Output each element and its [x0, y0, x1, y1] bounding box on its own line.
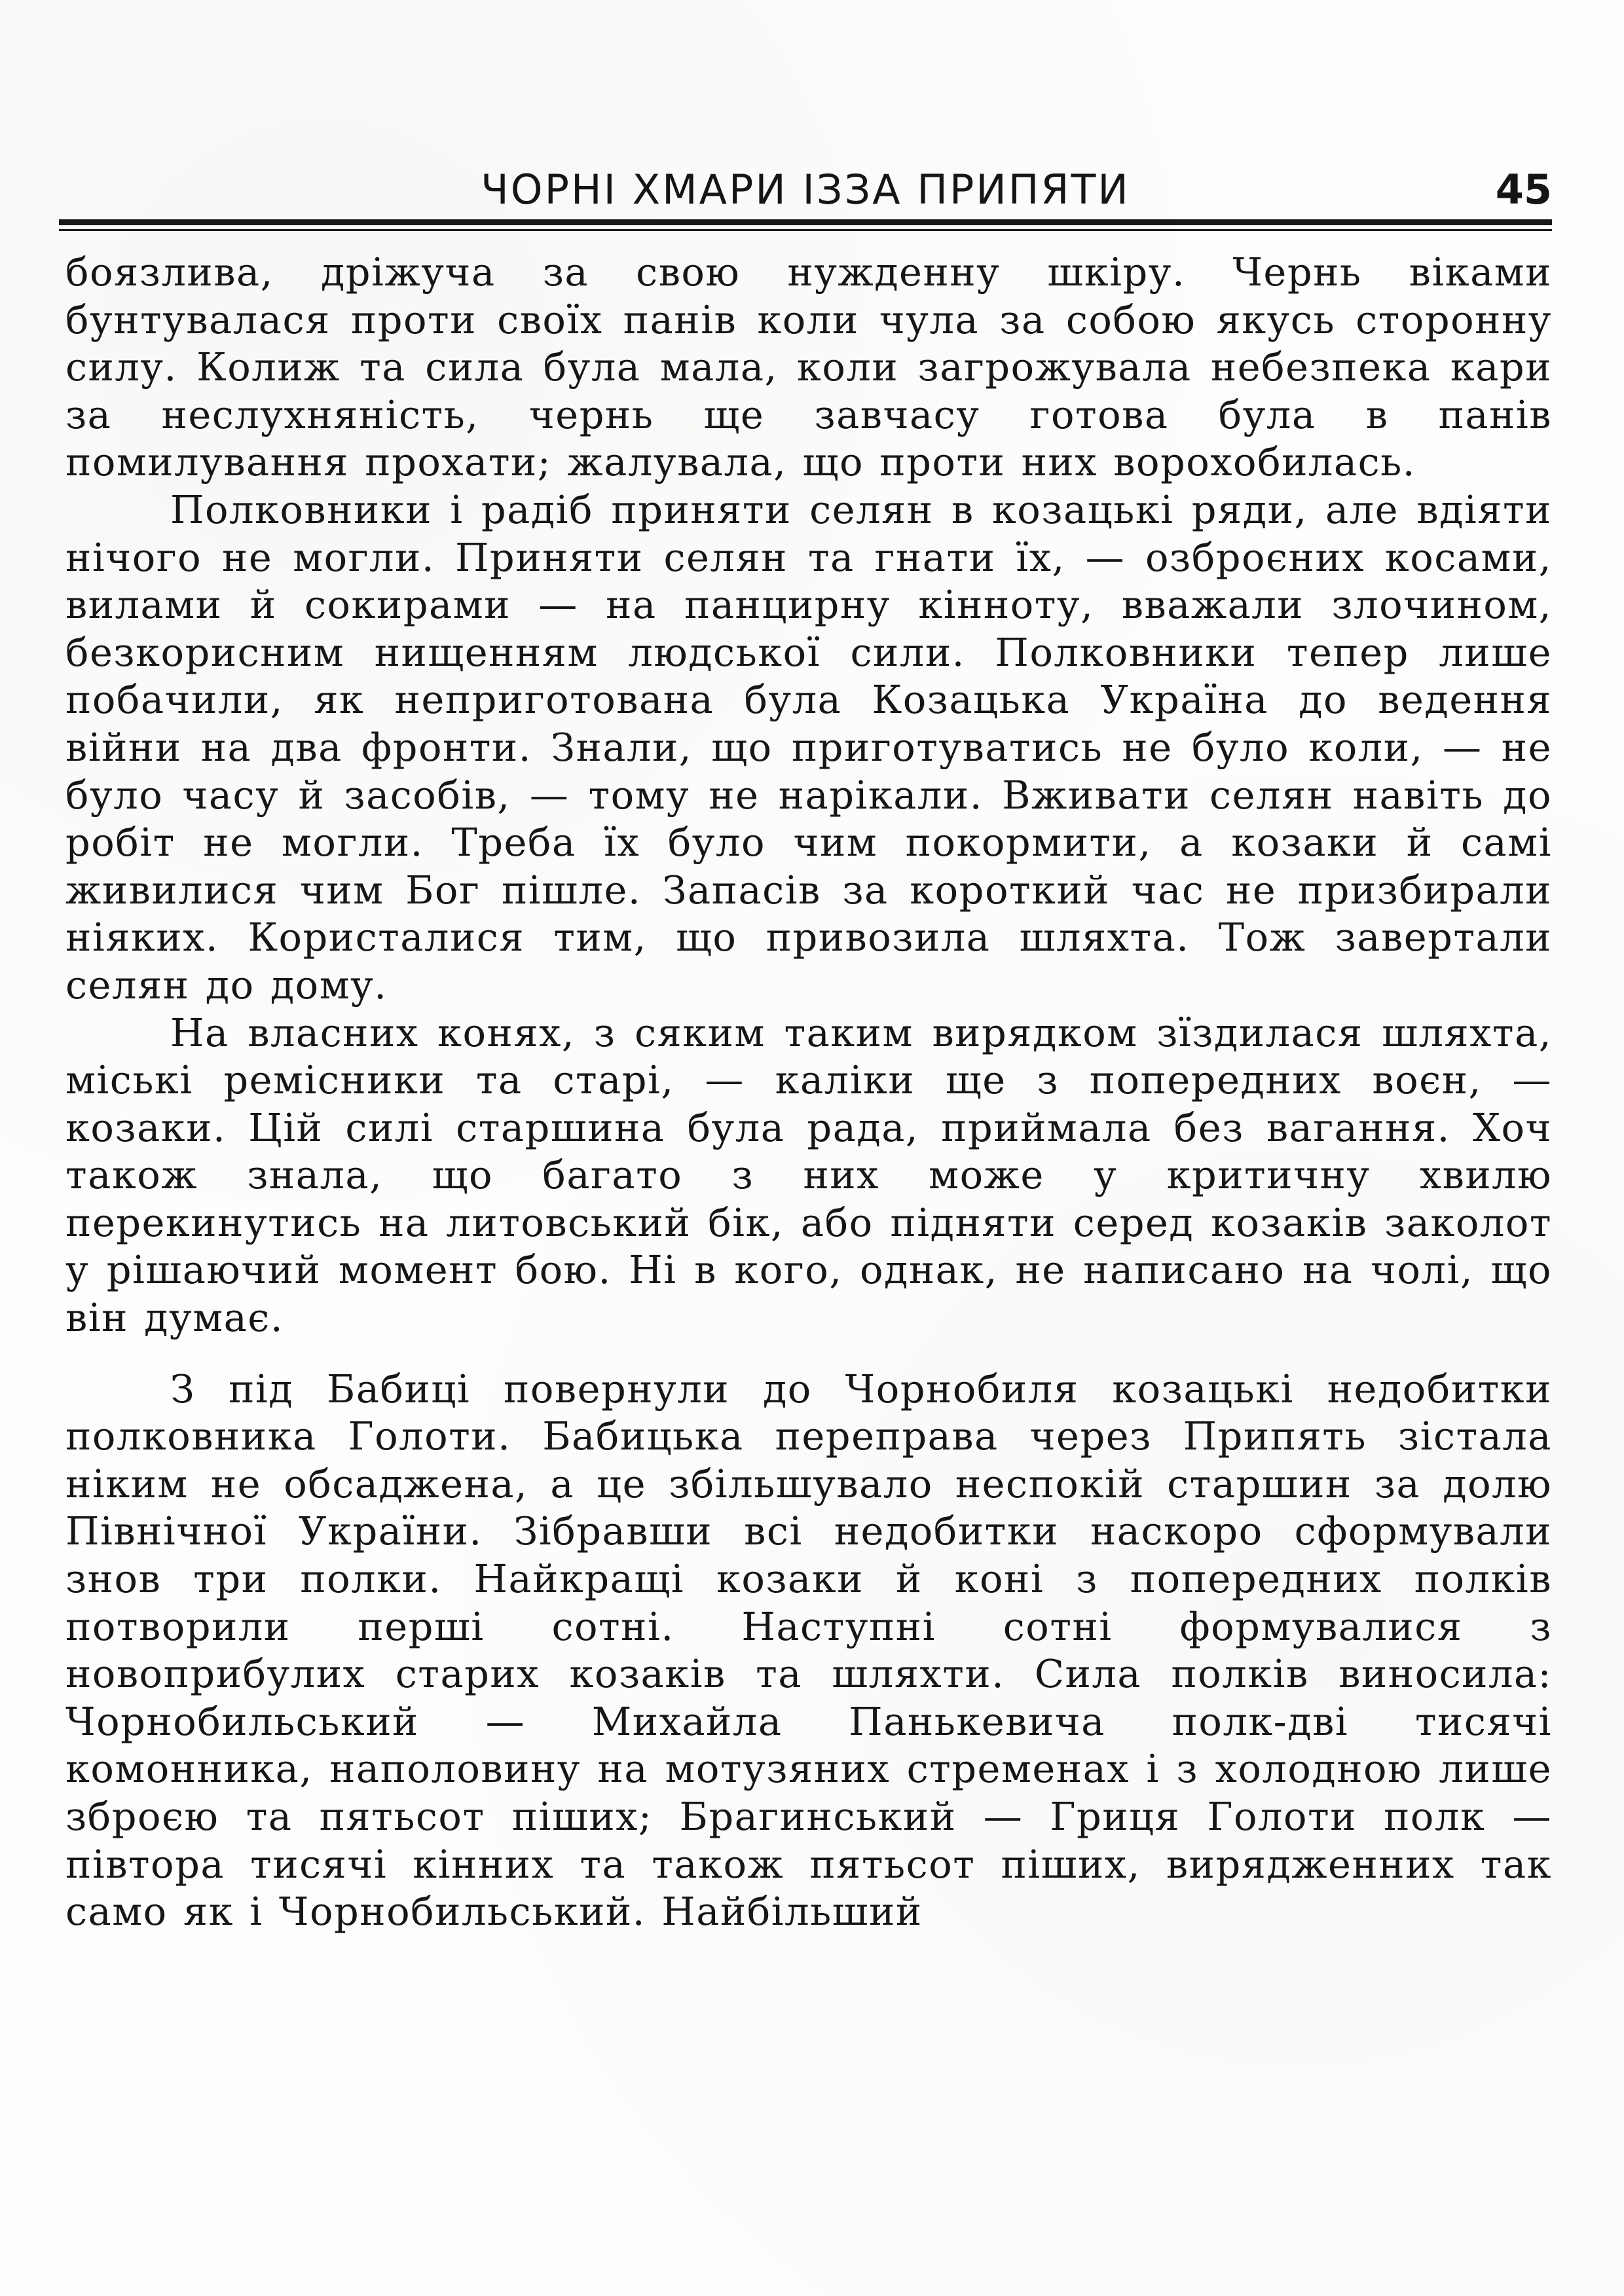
paragraph-2: Полковники і радіб приняти селян в козацькі ряди, але вдіяти нічого не могли. Приняти селян та гнати їх, — озброєних косами, вилами й сокирами — на панцирну кінноту, вважали злочином, безкорисним нищенням людської сили. Полковники тепер лише побачили, як неприготована була Козацька Україна до ведення війни на два фронти. Знали, що приготуватись не було коли, — не було часу й засобів, — тому не нарікали. Вживати селян навіть до робіт не могли. Треба їх було чим покормити, а козаки й самі живилися чим Бог пішле. Запасів за короткий час не призбирали ніяких. Користалися тим, що привозила шляхта. Тож завертали селян до дому.	[65, 486, 1552, 1008]
page-number: 45	[1495, 166, 1552, 213]
paragraph-4: З під Бабиці повернули до Чорнобиля козацькі недобитки полковника Голоти. Бабицька переправа через Припять зістала ніким не обсаджена, а це збільшувало неспокій старшин за долю Північної України. Зібравши всі недобитки наскоро сформували знов три полки. Найкращі козаки й коні з попередних полків потворили перші сотні. Наступні сотні формувалися з новоприбулих старих козаків та шляхти. Сила полків виносила: Чорнобильський — Михайла Панькевича полк-дві тисячі комонника, наполовину на мотузяних стременах і з холодною лише зброєю та пятьсот піших; Брагинський — Гриця Голоти полк — півтора тисячі кінних та також пятьсот піших, вирядженних так само як і Чорнобильський. Найбільший	[65, 1366, 1552, 1935]
paragraph-3: На власних конях, з сяким таким вирядком зїздилася шляхта, міські ремісники та старі, — каліки ще з попередних воєн, — козаки. Цій силі старшина була рада, приймала без вагання. Хоч також знала, що багато з них може у критичну хвилю перекинутись на литовський бік, або підняти серед козаків заколот у рішаючий момент бою. Ні в кого, однак, не написано на чолі, що він думає.	[65, 1010, 1552, 1341]
paragraph-1: боязлива, дріжуча за свою нужденну шкіру. Чернь віками бунтувалася проти своїх панів коли чула за собою якусь сторонну силу. Колиж та сила була мала, коли загрожувала небезпека кари за неслухняність, чернь ще завчасу готова була в панів помилування прохати; жалувала, що проти них ворохобилась.	[65, 249, 1552, 485]
body-text	[65, 249, 1552, 1936]
running-head	[59, 164, 1552, 216]
header-rule-thick	[59, 219, 1552, 225]
header-rule-thin	[59, 229, 1552, 231]
running-title: ЧОРНІ ХМАРИ ІЗЗА ПРИПЯТИ	[481, 166, 1130, 213]
